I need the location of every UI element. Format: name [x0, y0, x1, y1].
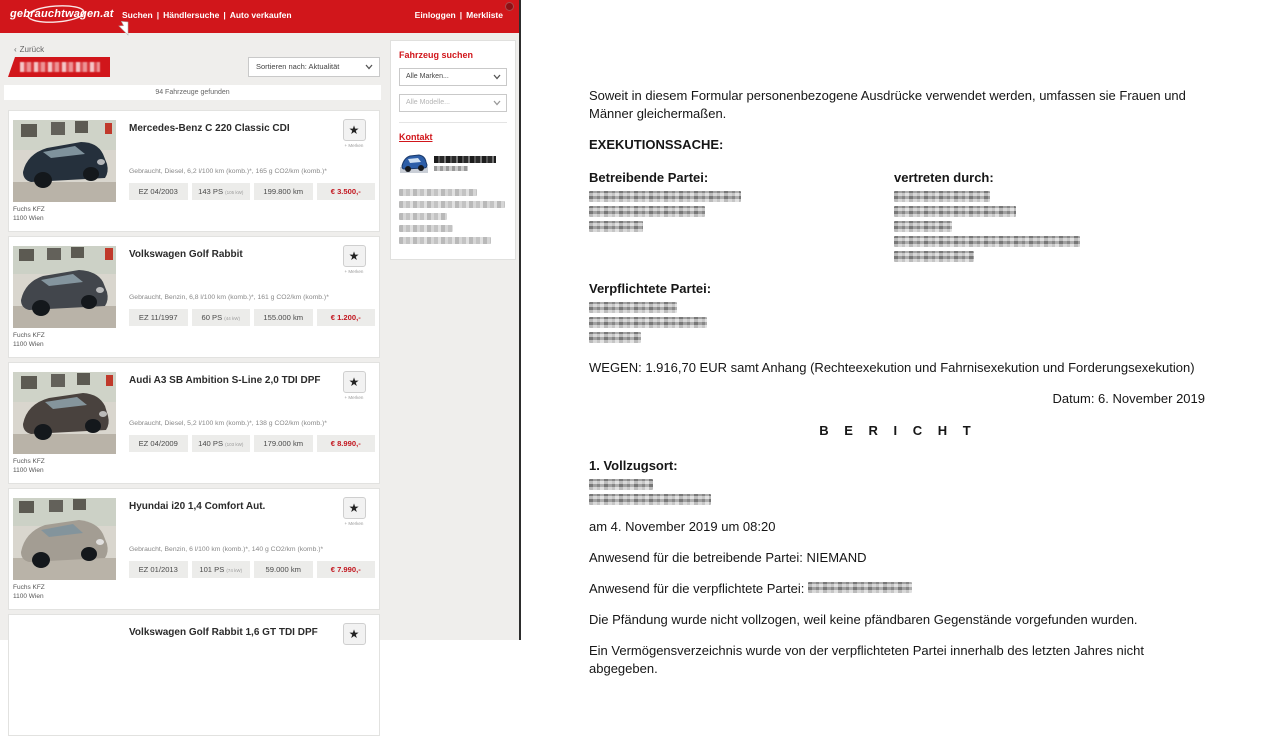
tag-price: € 7.990,- — [317, 561, 376, 578]
merkliste-badge — [505, 2, 514, 11]
favorite-caption: + Merken — [344, 521, 364, 526]
seller-info — [13, 205, 45, 223]
listing-title[interactable]: Volkswagen Golf Rabbit 1,6 GT TDI DPF — [129, 627, 318, 638]
car-photo — [13, 498, 116, 580]
car-photo — [13, 120, 116, 202]
doc-verpflichtete-label: Verpflichtete Partei: — [589, 281, 712, 296]
dealer-car-icon — [399, 151, 429, 175]
favorite-button[interactable] — [336, 497, 372, 526]
star-icon: ★ — [348, 375, 360, 389]
redacted-text — [894, 236, 1080, 247]
result-count: 94 Fahrzeuge gefunden — [4, 85, 381, 100]
document-pane — [521, 0, 1280, 676]
redacted-text — [434, 156, 496, 163]
site-logo-text: gebrauchtwagen.at — [10, 8, 114, 20]
site-header — [0, 0, 519, 33]
doc-vertreten-label: vertreten durch: — [894, 170, 994, 185]
tag-power: 101 PS (74 kW) — [192, 561, 251, 578]
listing-tags — [129, 561, 375, 578]
tag-price: € 1.200,- — [317, 309, 376, 326]
back-link[interactable] — [14, 45, 44, 54]
doc-anwesend-betreibende: Anwesend für die betreibende Partei: NIEMAND — [589, 550, 867, 565]
redacted-text — [589, 221, 643, 232]
tag-power-kw: (74 kW) — [226, 568, 243, 573]
chevron-down-icon — [365, 64, 373, 70]
doc-termin-line: am 4. November 2019 um 08:20 — [589, 519, 776, 534]
tag-registration: EZ 04/2003 — [129, 183, 188, 200]
main-nav — [120, 10, 294, 20]
tag-power-kw: (105 kW) — [225, 190, 244, 195]
seller-info — [13, 457, 45, 475]
nav-auto-verkaufen[interactable]: Auto verkaufen — [229, 10, 292, 20]
favorite-button[interactable] — [336, 371, 372, 400]
favorite-button[interactable] — [336, 119, 372, 148]
dealer-contact-redacted — [399, 189, 507, 244]
redacted-text — [894, 221, 952, 232]
doc-betreibende-label: Betreibende Partei: — [589, 170, 709, 185]
doc-anwesend-verpflichtete: Anwesend für die verpflichtete Partei: — [589, 580, 1207, 598]
listing-title[interactable]: Hyundai i20 1,4 Comfort Aut. — [129, 501, 266, 512]
back-label: Zurück — [19, 45, 45, 54]
nav-einloggen[interactable]: Einloggen — [414, 10, 456, 20]
redacted-text — [894, 206, 1016, 217]
tag-power: 140 PS (103 kW) — [192, 435, 251, 452]
listing-title[interactable]: Mercedes-Benz C 220 Classic CDI — [129, 123, 290, 134]
listing-details: Gebraucht, Benzin, 6 l/100 km (komb.)*, 140 g CO2/km (komb.)* — [129, 546, 324, 553]
seller-location: 1100 Wien — [13, 341, 44, 348]
listing-details: Gebraucht, Diesel, 6,2 l/100 km (komb.)*, 165 g CO2/km (komb.)* — [129, 168, 327, 175]
seller-name: Fuchs KFZ — [13, 458, 45, 465]
kontakt-title: Kontakt — [399, 132, 433, 142]
sort-dropdown-value: Sortieren nach: Aktualität — [256, 62, 340, 71]
favorite-caption: + Merken — [344, 269, 364, 274]
redacted-text — [589, 191, 741, 202]
redacted-text — [808, 582, 912, 593]
seller-name: Fuchs KFZ — [13, 584, 45, 591]
listing-title[interactable]: Audi A3 SB Ambition S-Line 2,0 TDI DPF — [129, 375, 321, 386]
doc-pfaendung-line: Die Pfändung wurde nicht vollzogen, weil keine pfändbaren Gegenstände vorgefunden wurden. — [589, 612, 1138, 627]
seller-info — [13, 331, 45, 349]
listing-tags — [129, 309, 375, 326]
star-icon: ★ — [348, 627, 360, 641]
doc-datum-line: Datum: 6. November 2019 — [1052, 391, 1205, 406]
dealer-banner-redacted — [8, 57, 110, 77]
redacted-text — [589, 317, 707, 328]
listing-card[interactable] — [8, 488, 380, 610]
tag-registration: EZ 11/1997 — [129, 309, 188, 326]
tag-mileage: 179.000 km — [254, 435, 313, 452]
model-dropdown-value: Alle Modelle... — [406, 99, 450, 106]
listing-card[interactable] — [8, 236, 380, 358]
listing-results — [8, 110, 380, 740]
listing-tags — [129, 435, 375, 452]
car-photo — [13, 372, 116, 454]
dealer-name-redacted — [434, 156, 496, 171]
favorite-button[interactable] — [336, 245, 372, 274]
redacted-text — [589, 302, 677, 313]
seller-location: 1100 Wien — [13, 215, 44, 222]
favorite-button[interactable] — [336, 623, 372, 645]
tag-price: € 3.500,- — [317, 183, 376, 200]
tag-power-kw: (44 kW) — [224, 316, 241, 321]
tag-power-kw: (103 kW) — [225, 442, 244, 447]
redacted-text — [399, 225, 453, 232]
doc-vermoegen-line: Ein Vermögensverzeichnis wurde von der verpflichteten Partei innerhalb des letzten Jahres nicht abgegeben. — [589, 643, 1144, 676]
doc-wegen-line: WEGEN: 1.916,70 EUR samt Anhang (Rechteexekution und Fahrnisexekution und Forderungsexekution) — [589, 360, 1195, 375]
dealer-logo — [399, 151, 507, 175]
listing-card[interactable] — [8, 362, 380, 484]
doc-vollzugsort — [589, 457, 1207, 505]
doc-case-heading: EXEKUTIONSSACHE: — [589, 137, 724, 152]
doc-vertreten-durch — [894, 169, 1207, 265]
listing-title[interactable]: Volkswagen Golf Rabbit — [129, 249, 243, 260]
redacted-text — [894, 191, 990, 202]
search-sidebar — [390, 40, 516, 260]
tag-power: 143 PS (105 kW) — [192, 183, 251, 200]
favorite-caption: + Merken — [344, 143, 364, 148]
chevron-down-icon — [493, 74, 501, 80]
brand-dropdown-value: Alle Marken... — [406, 73, 449, 80]
seller-name: Fuchs KFZ — [13, 206, 45, 213]
redacted-text — [399, 237, 491, 244]
redacted-text — [20, 62, 100, 72]
tag-registration: EZ 04/2009 — [129, 435, 188, 452]
seller-location: 1100 Wien — [13, 593, 44, 600]
model-dropdown[interactable] — [399, 94, 507, 112]
doc-verpflichtete-partei — [589, 280, 1207, 343]
mouse-cursor-icon — [118, 21, 131, 36]
back-chevron-icon: ‹ — [14, 45, 17, 54]
doc-betreibende-partei — [589, 169, 894, 265]
chevron-down-icon — [493, 100, 501, 106]
tag-registration: EZ 01/2013 — [129, 561, 188, 578]
car-photo — [13, 246, 116, 328]
site-logo[interactable] — [10, 8, 114, 20]
vehicle-search-title: Fahrzeug suchen — [399, 50, 474, 60]
nav-separator: | — [156, 10, 160, 20]
redacted-text — [589, 479, 653, 490]
redacted-text — [399, 189, 477, 196]
tag-mileage: 199.800 km — [254, 183, 313, 200]
nav-separator: | — [459, 10, 463, 20]
tag-price: € 8.990,- — [317, 435, 376, 452]
star-icon: ★ — [348, 249, 360, 263]
seller-location: 1100 Wien — [13, 467, 44, 474]
listing-card[interactable] — [8, 614, 380, 736]
listing-tags — [129, 183, 375, 200]
brand-dropdown[interactable] — [399, 68, 507, 86]
redacted-text — [894, 251, 974, 262]
tag-mileage: 155.000 km — [254, 309, 313, 326]
listing-card[interactable] — [8, 110, 380, 232]
redacted-text — [589, 332, 641, 343]
listing-details: Gebraucht, Benzin, 6,8 l/100 km (komb.)*, 161 g CO2/km (komb.)* — [129, 294, 329, 301]
redacted-text — [399, 213, 447, 220]
star-icon: ★ — [348, 123, 360, 137]
redacted-text — [399, 201, 505, 208]
redacted-text — [434, 166, 468, 171]
sort-dropdown[interactable] — [248, 57, 380, 77]
favorite-caption: + Merken — [344, 395, 364, 400]
tag-power: 60 PS (44 kW) — [192, 309, 251, 326]
seller-info — [13, 583, 45, 601]
nav-merkliste[interactable]: Merkliste — [466, 10, 503, 20]
account-nav — [413, 10, 505, 20]
nav-separator: | — [223, 10, 226, 20]
star-icon: ★ — [348, 501, 360, 515]
nav-suchen[interactable]: Suchen — [122, 10, 153, 20]
doc-intro-paragraph: Soweit in diesem Formular personenbezogene Ausdrücke verwendet werden, umfassen sie Frauen und Männer gleichermaßen. — [589, 88, 1186, 121]
doc-vollzugsort-label: 1. Vollzugsort: — [589, 458, 678, 473]
document-body — [589, 87, 1207, 678]
car-site-pane — [0, 0, 521, 640]
redacted-text — [589, 206, 705, 217]
doc-bericht-title: B E R I C H T — [819, 423, 977, 438]
redacted-text — [589, 494, 711, 505]
sidebar-divider — [399, 122, 507, 123]
tag-mileage: 59.000 km — [254, 561, 313, 578]
nav-haendlersuche[interactable]: Händlersuche — [163, 10, 220, 20]
doc-parties-row — [589, 169, 1207, 265]
listing-details: Gebraucht, Diesel, 5,2 l/100 km (komb.)*, 138 g CO2/km (komb.)* — [129, 420, 327, 427]
seller-name: Fuchs KFZ — [13, 332, 45, 339]
